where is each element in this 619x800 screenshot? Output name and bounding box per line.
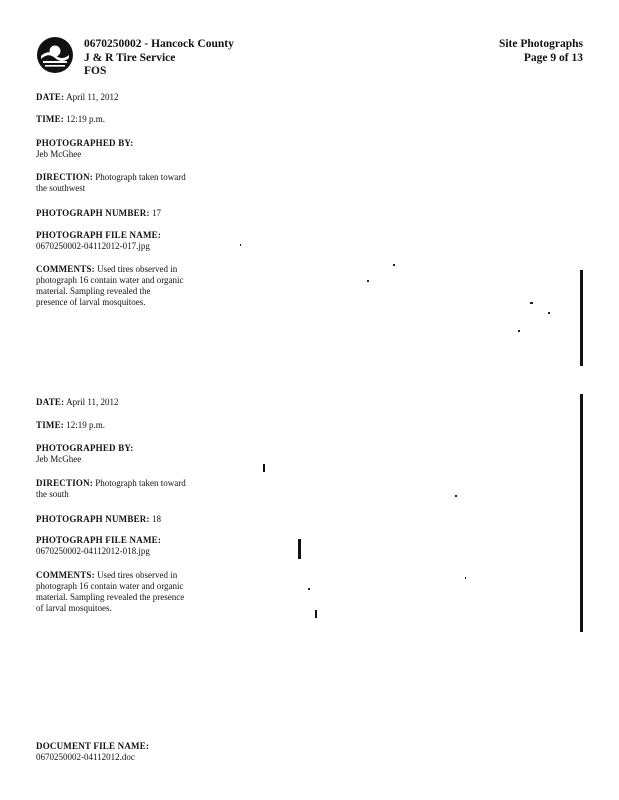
scan-speck: [393, 264, 395, 266]
file-name-label: PHOTOGRAPH FILE NAME:: [36, 535, 162, 545]
document-file-field: [36, 741, 236, 763]
photo1-date-field: [36, 92, 196, 103]
photo-number-label: PHOTOGRAPH NUMBER:: [36, 514, 150, 524]
document-file-value: 0670250002-04112012.doc: [36, 752, 135, 762]
photo1-file-field: [36, 230, 196, 252]
scan-speck: [518, 330, 520, 332]
photo2-time-field: [36, 420, 196, 431]
photo1-time-field: [36, 114, 196, 125]
photo2-comments-field: [36, 570, 188, 614]
direction-value: Photograph taken toward the south: [36, 478, 186, 499]
scan-mark: [298, 539, 301, 559]
photo-number-value: 17: [151, 208, 161, 218]
comments-value: Used tires observed in photograph 16 contain water and organic material. Sampling revealed the presence of larval mosquitoes.: [36, 570, 185, 613]
comments-label: COMMENTS:: [36, 570, 95, 580]
date-value: April 11, 2012: [66, 92, 119, 102]
photo2-date-field: [36, 397, 196, 408]
photographer-value: Jeb McGhee: [36, 454, 82, 464]
date-value: April 11, 2012: [66, 397, 119, 407]
time-value: 12:19 p.m.: [66, 114, 106, 124]
comments-label: COMMENTS:: [36, 264, 95, 274]
time-value: 12:19 p.m.: [66, 420, 106, 430]
photo2-photographer-field: [36, 443, 196, 465]
facility-name: J & R Tire Service: [84, 51, 176, 64]
header-left: [84, 38, 234, 79]
photographed-by-label: PHOTOGRAPHED BY:: [36, 138, 134, 148]
photo-edge-mark: [580, 394, 583, 632]
comments-value: Used tires observed in photograph 16 contain water and organic material. Sampling revealed the presence of larval mosquitoes.: [36, 264, 184, 307]
photo1-number-field: [36, 208, 196, 219]
direction-value: Photograph taken toward the southwest: [36, 172, 186, 193]
scan-speck: [367, 280, 369, 282]
date-label: DATE:: [36, 397, 65, 407]
scan-speck: [240, 244, 241, 246]
file-name-value: 0670250002-04112012-018.jpg: [36, 546, 150, 556]
direction-label: DIRECTION:: [36, 478, 94, 488]
document-file-label: DOCUMENT FILE NAME:: [36, 741, 150, 751]
photo-edge-mark: [580, 270, 583, 366]
photograph-18: [230, 392, 585, 637]
time-label: TIME:: [36, 114, 64, 124]
scan-speck: [308, 588, 310, 590]
file-name-value: 0670250002-04112012-017.jpg: [36, 241, 150, 251]
scan-speck: [548, 312, 550, 314]
scan-speck: [465, 577, 466, 579]
date-label: DATE:: [36, 92, 65, 102]
photo2-direction-field: [36, 478, 186, 500]
photographed-by-label: PHOTOGRAPHED BY:: [36, 443, 134, 453]
site-id-line: 0670250002 - Hancock County: [84, 38, 234, 50]
photograph-17: [230, 92, 585, 367]
photo1-direction-field: [36, 172, 186, 194]
scan-mark: [315, 610, 317, 618]
office-code: FOS: [84, 65, 107, 77]
photo2-number-field: [36, 514, 196, 525]
page-number: Page 9 of 13: [523, 51, 583, 64]
document-title: Site Photographs: [498, 38, 583, 50]
photo-number-value: 18: [151, 514, 161, 524]
time-label: TIME:: [36, 420, 64, 430]
file-name-label: PHOTOGRAPH FILE NAME:: [36, 230, 162, 240]
scan-mark: [263, 464, 265, 472]
scan-speck: [455, 495, 457, 497]
agency-seal-logo: [36, 36, 74, 74]
direction-label: DIRECTION:: [36, 172, 94, 182]
header-right: [499, 38, 583, 65]
photo2-file-field: [36, 535, 196, 557]
scan-speck: [530, 302, 533, 304]
photo1-comments-field: [36, 264, 184, 308]
photo1-photographer-field: [36, 138, 196, 160]
photographer-value: Jeb McGhee: [36, 149, 82, 159]
photo-number-label: PHOTOGRAPH NUMBER:: [36, 208, 150, 218]
